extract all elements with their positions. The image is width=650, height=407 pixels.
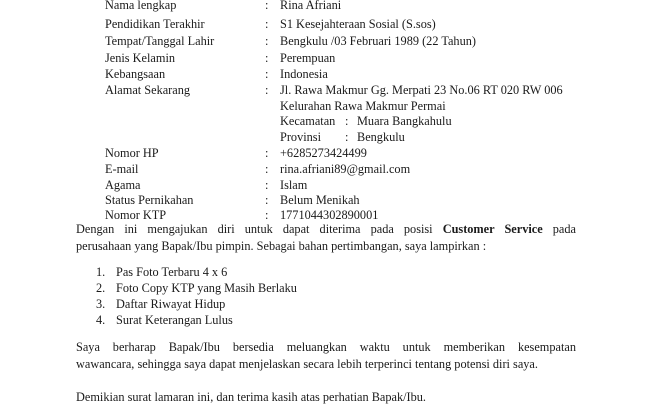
field-label-ttl: Tempat/Tanggal Lahir [105,34,215,48]
application-paragraph-line-1 [76,220,576,239]
application-paragraph-line-2: perusahaan yang Bapak/Ibu pimpin. Sebagai bahan pertimbangan, saya lampirkan : [76,239,487,253]
field-value-alamat: Jl. Rawa Makmur Gg. Merpati 23 No.06 RT 020 RW 006 [280,83,563,97]
field-value-ktp: 1771044302890001 [280,208,379,222]
field-colon: : [265,162,269,176]
address-line-2: Kelurahan Rawa Makmur Permai [280,99,446,113]
field-colon: : [265,67,269,81]
address-kecamatan-value: Muara Bangkahulu [357,114,452,128]
attachment-number: 2. [96,281,106,295]
field-colon: : [265,146,269,160]
field-colon: : [265,0,269,12]
attachment-number: 3. [96,297,106,311]
attachment-item: Foto Copy KTP yang Masih Berlaku [116,281,297,295]
hope-paragraph-line-1: Saya berharap Bapak/Ibu bersedia meluangkan waktu untuk memberikan kesempatan [76,340,576,354]
field-colon: : [265,178,269,192]
field-label-kebangsaan: Kebangsaan [105,67,166,81]
field-label-pendidikan: Pendidikan Terakhir [105,17,205,31]
field-value-kebangsaan: Indonesia [280,67,328,81]
field-colon: : [265,193,269,207]
address-provinsi-value: Bengkulu [357,130,405,144]
field-label-status: Status Pernikahan [105,193,194,207]
address-colon: : [345,130,349,144]
address-provinsi-label: Provinsi [280,130,321,144]
address-kecamatan-label: Kecamatan [280,114,336,128]
field-colon: : [265,51,269,65]
field-value-agama: Islam [280,178,308,192]
field-colon: : [265,34,269,48]
attachment-item: Daftar Riwayat Hidup [116,297,226,311]
field-colon: : [265,208,269,222]
field-label-alamat: Alamat Sekarang [105,83,191,97]
field-value-jenis-kelamin: Perempuan [280,51,336,65]
field-value-nama: Rina Afriani [280,0,342,12]
field-colon: : [265,17,269,31]
hope-paragraph-line-2: wawancara, sehingga saya dapat menjelaskan secara lebih terperinci tentang potensi diri saya. [76,357,538,371]
position-name: Customer Service [442,222,543,236]
field-value-status: Belum Menikah [280,193,360,207]
field-colon: : [265,83,269,97]
attachment-item: Pas Foto Terbaru 4 x 6 [116,265,228,279]
paragraph-text: Dengan ini mengajukan diri untuk dapat diterima pada posisi [76,222,443,236]
attachment-number: 4. [96,313,106,327]
paragraph-text: pada [542,222,577,236]
field-value-ttl: Bengkulu /03 Februari 1989 (22 Tahun) [280,34,476,48]
field-label-nomor-hp: Nomor HP [105,146,159,160]
field-label-jenis-kelamin: Jenis Kelamin [105,51,176,65]
attachment-number: 1. [96,265,106,279]
field-value-email: rina.afriani89@gmail.com [280,162,411,176]
closing-paragraph: Demikian surat lamaran ini, dan terima kasih atas perhatian Bapak/Ibu. [76,390,426,404]
field-value-pendidikan: S1 Kesejahteraan Sosial (S.sos) [280,17,436,31]
field-label-ktp: Nomor KTP [105,208,167,222]
field-label-agama: Agama [105,178,141,192]
field-label-email: E-mail [105,162,139,176]
field-label-nama: Nama lengkap [105,0,177,12]
attachment-item: Surat Keterangan Lulus [116,313,233,327]
field-value-nomor-hp: +6285273424499 [280,146,367,160]
address-colon: : [345,114,349,128]
